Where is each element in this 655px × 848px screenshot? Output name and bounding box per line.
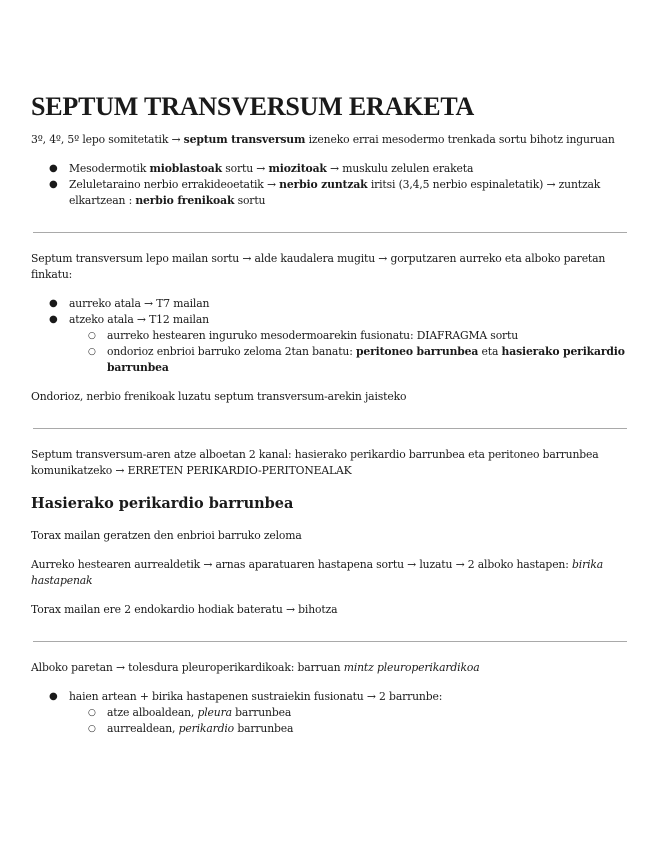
paragraph — [31, 660, 621, 676]
section-divider — [33, 232, 627, 233]
text: aurrealdean, — [107, 722, 179, 735]
text: Aurreko hestearen aurrealdetik → arnas aparatuaren hastapena sortu → luzatu → 2 alboko hastapen: — [31, 558, 573, 571]
section-divider — [33, 428, 627, 429]
text: elkartzean : — [69, 194, 136, 207]
text: izeneko errai mesodermo trenkada sortu bihotz inguruan — [305, 133, 615, 146]
italic-term: birika — [572, 558, 604, 571]
paragraph: Ondorioz, nerbio frenikoak luzatu septum transversum-arekin jaisteko — [31, 390, 407, 403]
text: atze alboaldean, — [107, 706, 198, 719]
italic-term: mintz pleuroperikardikoa — [343, 661, 480, 674]
paragraph — [31, 557, 621, 589]
bold-term: barrunbea — [107, 361, 169, 374]
text: Alboko paretan → tolesdura pleuroperikardikoak: barruan — [31, 661, 344, 674]
sub-list-item — [107, 705, 627, 721]
text: eta — [478, 345, 502, 358]
text: sortu → — [221, 162, 269, 175]
text: barrunbea — [234, 722, 294, 735]
sub-list-item: aurreko hestearen inguruko mesodermoarekin fusionatu: DIAFRAGMA sortu — [107, 329, 519, 342]
paragraph — [31, 447, 621, 479]
bullet-circle-icon: ○ — [88, 724, 96, 734]
sub-list-item — [107, 344, 627, 376]
intro-paragraph — [31, 132, 621, 148]
bullet-disc-icon: ● — [49, 314, 58, 325]
paragraph — [31, 251, 621, 283]
section-divider — [33, 641, 627, 642]
text: sortu — [234, 194, 266, 207]
italic-term: hastapenak — [31, 574, 93, 587]
bold-term: miozitoak — [268, 162, 327, 175]
list-item — [69, 161, 629, 177]
bold-term: septum transversum — [183, 133, 306, 146]
bold-term: hasierako perikardio — [501, 345, 625, 358]
list-item — [69, 177, 629, 209]
section-heading: Hasierako perikardio barrunbea — [31, 495, 294, 512]
text: Septum transversum lepo mailan sortu → alde kaudalera mugitu → gorputzaren aurreko eta alboko paretan — [31, 252, 606, 265]
bold-term: nerbio frenikoak — [135, 194, 235, 207]
bullet-circle-icon: ○ — [88, 331, 96, 341]
text: barrunbea — [231, 706, 292, 719]
text: ondorioz enbrioi barruko zeloma 2tan banatu: — [107, 345, 356, 358]
bullet-disc-icon: ● — [49, 163, 58, 174]
bullet-circle-icon: ○ — [88, 708, 96, 718]
italic-term: perikardio — [178, 722, 235, 735]
bullet-disc-icon: ● — [49, 298, 58, 309]
bold-term: mioblastoak — [149, 162, 222, 175]
paragraph: Torax mailan ere 2 endokardio hodiak bateratu → bihotza — [31, 603, 338, 616]
text: finkatu: — [31, 268, 73, 281]
text: Septum transversum-aren atze alboetan 2 kanal: hasierako perikardio barrunbea eta peritoneo barrunbea — [31, 448, 599, 461]
text: Mesodermotik — [69, 162, 150, 175]
bullet-circle-icon: ○ — [88, 347, 96, 357]
bold-term: peritoneo barrunbea — [355, 345, 479, 358]
list-item: atzeko atala → T12 mailan — [69, 313, 209, 326]
text: komunikatzeko → ERRETEN PERIKARDIO-PERITONEALAK — [31, 464, 352, 477]
paragraph: Torax mailan geratzen den enbrioi barruko zeloma — [31, 529, 302, 542]
text: iritsi (3,4,5 nerbio espinaletatik) → zuntzak — [367, 178, 601, 191]
italic-term: pleura — [197, 706, 232, 719]
list-item: haien artean + birika hastapenen sustraiekin fusionatu → 2 barrunbe: — [69, 690, 443, 703]
page-title: SEPTUM TRANSVERSUM ERAKETA — [31, 92, 475, 121]
text: → muskulu zelulen eraketa — [326, 162, 474, 175]
bold-term: nerbio zuntzak — [279, 178, 368, 191]
text: 3º, 4º, 5º lepo somitetatik → — [31, 133, 184, 146]
text: Zeluletaraino nerbio errakideoetatik → — [69, 178, 280, 191]
bullet-disc-icon: ● — [49, 691, 58, 702]
sub-list-item — [107, 721, 627, 737]
bullet-disc-icon: ● — [49, 179, 58, 190]
list-item: aurreko atala → T7 mailan — [69, 297, 210, 310]
